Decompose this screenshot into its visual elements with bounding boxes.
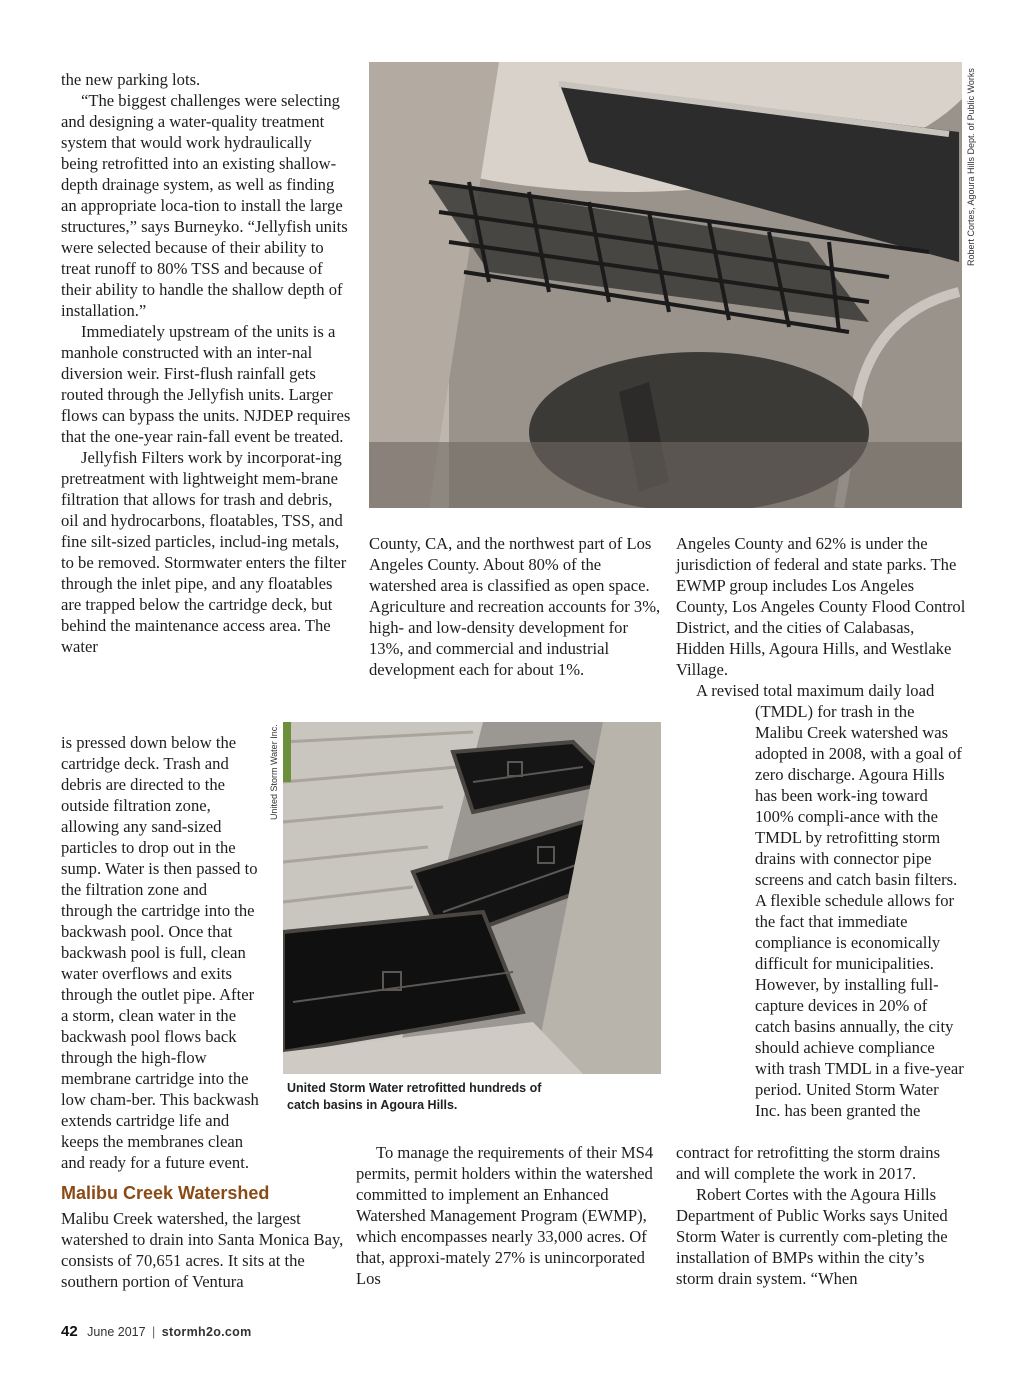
page-footer (61, 1323, 252, 1340)
column-1-upper (61, 69, 351, 657)
paragraph: Robert Cortes with the Agoura Hills Department of Public Works says United Storm Water is currently com-pleting the installation of BMPs within the city’s storm drain system. “When (676, 1185, 948, 1288)
column-3-wrap (755, 701, 965, 1121)
column-1-bottom (61, 1208, 351, 1292)
paragraph: the new parking lots. (61, 70, 201, 89)
column-2-top (369, 533, 661, 680)
photo-credit-top: Robert Cortes, Agoura Hills Dept. of Public Works (966, 68, 976, 266)
paragraph: County, CA, and the northwest part of Los Angeles County. About 80% of the watershed area is classified as open space. Agriculture and recreation accounts for 3%, high- and low-density development for 13%, and commercial and industrial development each for about 1%. (369, 534, 661, 679)
paragraph: (TMDL) for trash in the Malibu Creek watershed was adopted in 2008, with a goal of zero discharge. Agoura Hills has been work-ing toward 100% compli-ance with the TMDL by retrofitting storm drains with connector pipe screens and catch basin filters. A flexible schedule allows for the fact that immediate compliance is economically difficult for municipalities. However, by installing full-capture devices in 20% of catch basins annually, the city should achieve compliance with trash TMDL in a five-year period. United Storm Water Inc. has been granted the (755, 702, 964, 1120)
paragraph: contract for retrofitting the storm drains and will complete the work in 2017. (676, 1143, 941, 1183)
paragraph: Angeles County and 62% is under the jurisdiction of federal and state parks. The EWMP group includes Los Angeles County, Los Angeles County Flood Control District, and the cities of Calabasas, Hidden Hills, Agoura Hills, and Westlake Village. (676, 534, 966, 679)
paragraph: is pressed down below the cartridge deck. Trash and debris are directed to the outside filtration zone, allowing any sand-sized particles to drop out in the sump. Water is then passed to the filtration zone and through the cartridge into the backwash pool. Once that backwash pool is full, clean water overflows and exits through the outlet pipe. After a storm, clean water in the backwash pool flows back through the high-flow membrane cartridge into the low cham-ber. This backwash extends cartridge life and keeps the membranes clean and ready for a future event. (61, 733, 259, 1172)
paragraph: Jellyfish Filters work by incorporat-ing pretreatment with lightweight mem-brane filtration that allows for trash and debris, oil and hydrocarbons, floatables, TSS, and fine silt-sized particles, includ-ing metals, to be removed. Stormwater enters the filter through the inlet pipe, and any floatables are trapped below the cartridge deck, but behind the maintenance access area. The water (61, 448, 347, 656)
site-link[interactable]: stormh2o.com (161, 1325, 252, 1339)
catch-basin-illustration (283, 722, 661, 1074)
photo-catch-basins (283, 722, 661, 1074)
section-heading: Malibu Creek Watershed (61, 1183, 270, 1203)
paragraph: Immediately upstream of the units is a manhole constructed with an inter-nal diversion weir. First-flush rainfall gets routed through the Jellyfish units. Larger flows can bypass the units. NJDEP requires that the one-year rain-fall event be treated. (61, 322, 351, 446)
photo-caption: United Storm Water retrofitted hundreds of catch basins in Agoura Hills. (287, 1081, 542, 1112)
column-2-bottom (356, 1142, 658, 1289)
paragraph: “The biggest challenges were selecting and designing a water-quality treatment system that would work hydraulically being retrofitted into an existing shallow-depth drainage system, as well as finding an appropriate loca-tion to install the large structures,” says Burneyko. “Jellyfish units were selected because of their ability to treat runoff to 80% TSS and because of their ability to handle the shallow depth of installation.” (61, 91, 348, 320)
page-number: 42 (61, 1323, 78, 1340)
column-1-lower (61, 732, 261, 1173)
paragraph: A revised total maximum daily load (696, 681, 935, 700)
paragraph: To manage the requirements of their MS4 permits, permit holders within the watershed committed to implement an Enhanced Watershed Management Program (EWMP), which encompasses nearly 33,000 acres. Of that, approxi-mately 27% is unincorporated Los (356, 1143, 654, 1288)
column-3-top (676, 533, 966, 701)
photo-drain-filter (369, 62, 962, 508)
column-3-bottom (676, 1142, 966, 1289)
drain-filter-illustration (369, 62, 962, 508)
issue-date: June 2017 (87, 1325, 146, 1339)
photo-credit-bottom: United Storm Water Inc. (269, 724, 279, 820)
footer-separator: | (152, 1325, 156, 1339)
paragraph: Malibu Creek watershed, the largest watershed to drain into Santa Monica Bay, consists of 70,651 acres. It sits at the southern portion of Ventura (61, 1209, 344, 1291)
